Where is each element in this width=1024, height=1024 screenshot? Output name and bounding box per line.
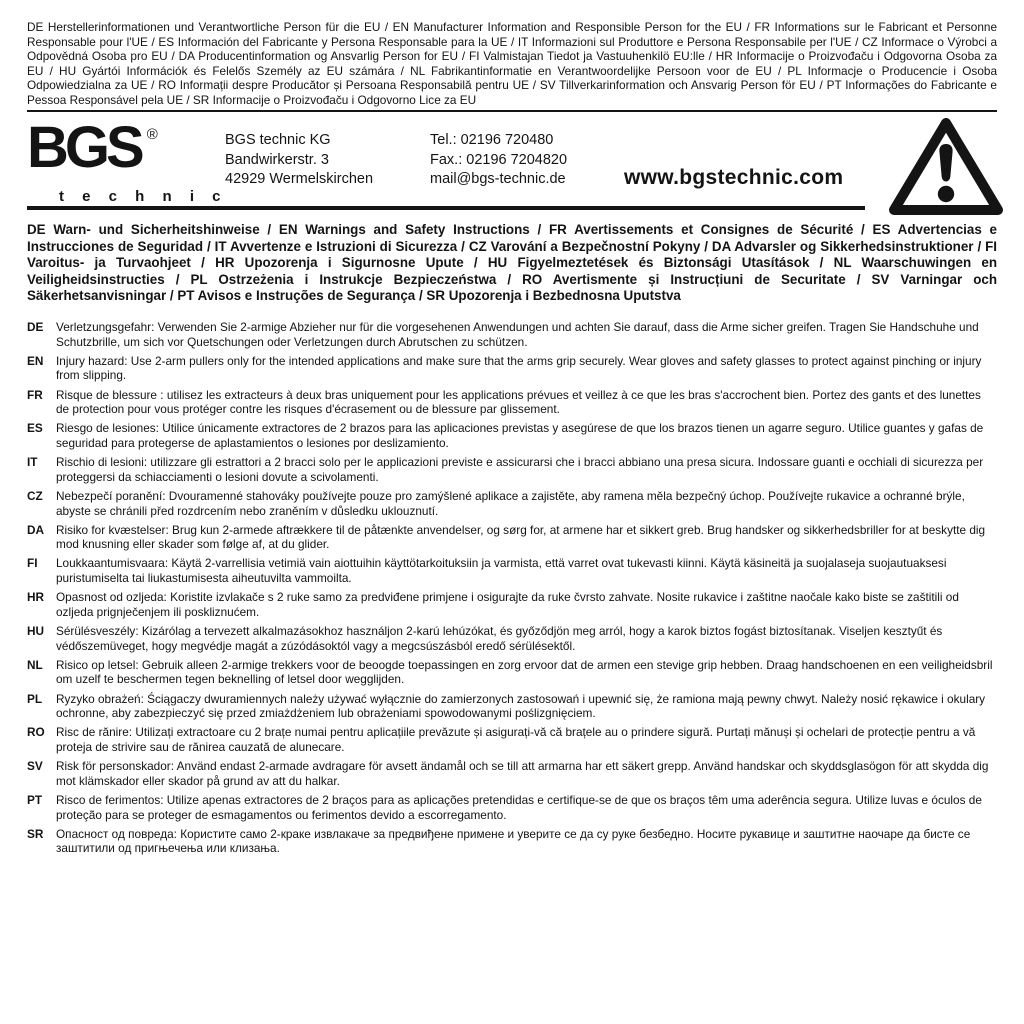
- warning-text: Verletzungsgefahr: Verwenden Sie 2-armige Abzieher nur für die vorgesehenen Anwendungen und achten Sie darauf, dass die Arme sicher greifen. Tragen Sie Handschuhe und Schutzbrille, um sich vor Quetschungen oder Verletzungen durch Abrutschen zu schützen.: [56, 320, 979, 349]
- language-code: FI: [27, 556, 38, 571]
- warning-text: Ryzyko obrażeń: Ściągaczy dwuramiennych należy używać wyłącznie do zamierzonych zastosowań i upewnić się, że ramiona mają pewny chwyt. Należy nosić rękawice i okulary ochronne, aby zabezpieczyć się przed zmiażdżeniem lub obrażeniami spowodowanymi poślizgnięciem.: [56, 691, 986, 721]
- language-code: FR: [27, 387, 43, 402]
- address-line-street: Bandwirkerstr. 3: [225, 151, 329, 168]
- safety-header-text: DE Warn- und Sicherheitshinweise / EN Warnings and Safety Instructions / FR Avertissements et Consignes de Sécurité / ES Advertencias e Instrucciones de Seguridad / IT Avvertenze e Istruzioni di Sicurezza / CZ Varování a Bezpečnostní Pokyny / DA Advarsler og Sikkerhedsinstruktioner / FI Varoitus- ja Turvaohjeet / HR Upozorenja i Sigurnosne Upute / HU Figyelmeztetések és Biztonsági Utasítások / NL Waarschuwingen en Veiligheidsinstructies / PL Ostrzeżenia i Instrukcje Bezpieczeństwa / RO Avertismente și Instrucțiuni de Securitate / SV Varningar och Säkerhetsanvisningar / PT Avisos e Instruções de Segurança / SR Upozorenja i Bezbednosna Uputstva: [27, 222, 997, 304]
- contact-line-fax: Fax.: 02196 7204820: [430, 151, 568, 168]
- warning-text: Risc de rănire: Utilizați extractoare cu 2 brațe numai pentru aplicațiile prevăzute și asigurați-vă că brațele au o prindere sigură. Purtați mănuși și ochelari de protecție pentru a vă proteja de strivire sau de rănirea cauzată de alunecare.: [56, 725, 976, 754]
- warning-text: Risico op letsel: Gebruik alleen 2-armige trekkers voor de beoogde toepassingen en zorg ervoor dat de armen een stevige grip hebben. Draag handschoenen en een veiligheidsbril om uzelf te beschermen tegen beknelling of letsel door wegglijden.: [56, 657, 993, 687]
- warning-text: Risiko for kvæstelser: Brug kun 2-armede aftrækkere til de påtænkte anvendelser, og sørg for, at armene har et sikkert greb. Brug handsker og sikkerhedsbriller for at beskytte dig mod knusning eller skader som følge af, at du glider.: [56, 522, 986, 552]
- warning-item: [27, 455, 997, 484]
- warning-item: [27, 320, 997, 349]
- registered-mark-icon: ®: [146, 126, 158, 143]
- warning-text: Injury hazard: Use 2-arm pullers only for the intended applications and make sure that the arms grip securely. Wear gloves and safety glasses to protect against pinching or injury from slipping.: [56, 353, 982, 383]
- language-code: ES: [27, 421, 43, 436]
- header-divider-thin: [27, 110, 997, 112]
- warning-item: [27, 759, 997, 788]
- warning-text: Risque de blessure : utilisez les extracteurs à deux bras uniquement pour les applications prévues et veillez à ce que les bras s'accrochent bien. Portez des gants et des lunettes de protection pour vous protéger contre les risques d'écrasement ou de blessure par glissement.: [56, 387, 981, 417]
- warning-text: Risk för personskador: Använd endast 2-armade avdragare för avsett ändamål och se till att armarna har ett säkert grepp. Använd handskar och skyddsglasögon för att skydda dig mot klämskador eller skador på grund av att du halkar.: [56, 759, 989, 788]
- warning-text: Rischio di lesioni: utilizzare gli estrattori a 2 bracci solo per le applicazioni previste e assicurarsi che i bracci abbiano una presa sicura. Indossare guanti e occhiali di sicurezza per proteggersi da schiacciamenti o lesioni dovute a scivolamenti.: [56, 455, 984, 484]
- manufacturer-header-text: DE Herstellerinformationen und Verantwortliche Person für die EU / EN Manufacturer Information and Responsible Person for the EU / FR Informations sur le Fabricant et Personne Responsable pour l'UE / ES Información del Fabricante y Persona Responsable para la UE / IT Informazioni sul Produttore e Persona Responsabile per l'UE / CZ Informace o Výrobci a Odpovědná Osoba pro EU / DA Producentinformation og Ansvarlig Person for EU / FI Valmistajan Tiedot ja Vastuuhenkilö EU:lle / HR Informacije o Proizvođaču i Odgovorna Osoba za EU / HU Gyártói Információk és Felelős Személy az EU számára / NL Fabrikantinformatie en Verantwoordelijke Persoon voor de EU / PL Informacje o Producencie i Osoba Odpowiedzialna za UE / RO Informații despre Producător și Persoana Responsabilă pentru UE / SV Tillverkarinformation och Ansvarig Person för EU / PT Informações do Fabricante e Pessoa Responsável pela UE / SR Informacije o Proizvođaču i Odgovorno Lice za EU: [27, 20, 997, 107]
- company-address: [225, 131, 373, 190]
- warning-item: [27, 658, 997, 687]
- warning-item: [27, 354, 997, 383]
- warning-text: Riesgo de lesiones: Utilice únicamente extractores de 2 brazos para las aplicaciones previstas y asegúrese de que los brazos tienen un agarre seguro. Utilice guantes y gafas de seguridad para protegerse de aplastamientos o lesiones por deslizamiento.: [56, 421, 984, 450]
- brand-row: [27, 115, 997, 206]
- language-code: SR: [27, 826, 44, 841]
- address-line-company: BGS technic KG: [225, 132, 331, 148]
- warnings-list: [27, 320, 997, 861]
- warning-text: Nebezpečí poranění: Dvouramenné stahováky používejte pouze pro zamýšlené aplikace a zajistěte, aby ramena měla bezpečný úchop. Používejte rukavice a ochranné brýle, abyste se chránili před rozdrcením nebo zraněním v důsledku uklouznutí.: [56, 488, 965, 518]
- language-code: PL: [27, 691, 43, 706]
- language-code: CZ: [27, 488, 43, 503]
- warning-item: [27, 827, 997, 856]
- header-divider-thick: [27, 206, 865, 210]
- warning-item: [27, 624, 997, 653]
- warning-item: [27, 421, 997, 450]
- warning-item: [27, 489, 997, 518]
- warning-text: Опасност од повреда: Користите само 2-краке извлакаче за предвиђене примене и уверите се да су руке безбедно. Носите рукавице и заштитне наочаре да бисте се заштитили од пригњечења или клизања.: [56, 826, 971, 856]
- language-code: PT: [27, 792, 43, 807]
- address-line-city: 42929 Wermelskirchen: [225, 171, 374, 187]
- warning-text: Opasnost od ozljeda: Koristite izvlakače s 2 ruke samo za predviđene primjene i osigurajte da ruke čvrsto zahvate. Nosite rukavice i zaštitne naočale kako biste se zaštitili od ozljeda prignječenjem ili poskliznućem.: [56, 590, 959, 619]
- language-code: EN: [27, 353, 44, 368]
- warning-item: [27, 725, 997, 754]
- bgs-logo: [27, 115, 228, 205]
- contact-line-tel: Tel.: 02196 720480: [430, 132, 554, 148]
- language-code: SV: [27, 759, 43, 774]
- warning-item: [27, 388, 997, 417]
- language-code: HU: [27, 624, 45, 639]
- warning-item: [27, 590, 997, 619]
- warning-item: [27, 793, 997, 822]
- warning-text: Risco de ferimentos: Utilize apenas extractores de 2 braços para as aplicações pretendidas e certifique-se de que os braços têm uma aderência segura. Utilize luvas e óculos de proteção para se proteger de esmagamentos ou ferimentos devido a escorregamento.: [56, 792, 982, 822]
- warning-text: Loukkaantumisvaara: Käytä 2-varrellisia vetimiä vain aiottuihin käyttötarkoituksiin ja varmista, että varret ovat tukevasti kiinni. Käytä käsineitä ja suojalaseja suojautuaksesi puristumiselta tai liukastumisesta aiheutuvilta vammoilta.: [56, 556, 947, 586]
- language-code: NL: [27, 657, 43, 672]
- language-code: DA: [27, 522, 45, 537]
- language-code: HR: [27, 590, 45, 605]
- warning-text: Sérülésveszély: Kizárólag a tervezett alkalmazásokhoz használjon 2-karú lehúzókat, és győződjön meg arról, hogy a karok biztos fogást biztosítanak. Viseljen kesztyűt és védőszemüveget, hogy megvédje magát a zúzódásoktól vagy a megcsúszásból eredő sérülésektől.: [56, 624, 943, 653]
- contact-line-email: mail@bgs-technic.de: [430, 171, 566, 187]
- company-contact: [430, 131, 567, 190]
- logo-text: BGS ®: [27, 115, 158, 180]
- language-code: DE: [27, 320, 44, 334]
- language-code: RO: [27, 725, 45, 740]
- warning-triangle-icon: [886, 114, 1006, 216]
- language-code: IT: [27, 455, 38, 470]
- warning-item: [27, 523, 997, 552]
- warning-item: [27, 556, 997, 585]
- logo-subtext: t e c h n i c: [59, 188, 228, 205]
- warning-item: [27, 692, 997, 721]
- website-text: www.bgstechnic.com: [624, 166, 844, 189]
